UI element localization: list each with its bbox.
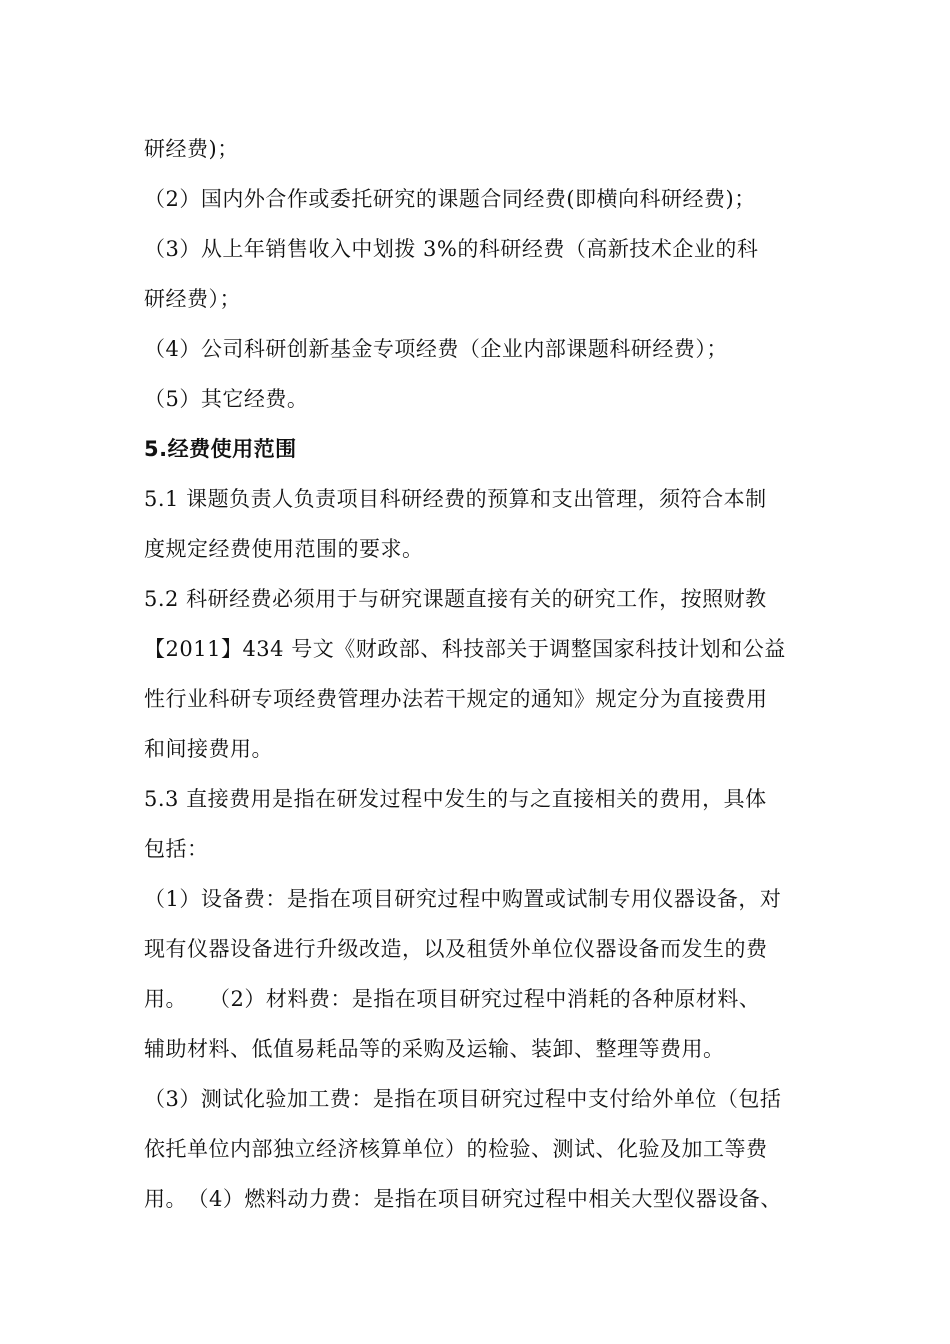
text-line: 用。 （4）燃料动力费：是指在项目研究过程中相关大型仪器设备、 <box>144 1187 782 1211</box>
text-line: 研经费)； <box>144 137 239 161</box>
text-line: （3）测试化验加工费：是指在项目研究过程中支付给外单位（包括 <box>144 1087 782 1111</box>
text-line: 性行业科研专项经费管理办法若干规定的通知》规定分为直接费用 <box>144 687 768 711</box>
text-line: 5.2 科研经费必须用于与研究课题直接有关的研究工作，按照财教 <box>144 587 767 611</box>
text-line: （4）公司科研创新基金专项经费（企业内部课题科研经费）； <box>144 337 728 361</box>
text-line: 用。 （2）材料费：是指在项目研究过程中消耗的各种原材料、 <box>144 987 761 1011</box>
document-body <box>144 124 844 1224</box>
text-line: 包括： <box>144 837 209 861</box>
text-line: （1）设备费：是指在项目研究过程中购置或试制专用仪器设备，对 <box>144 887 782 911</box>
text-line: （2）国内外合作或委托研究的课题合同经费(即横向科研经费)； <box>144 187 756 211</box>
text-line: 辅助材料、低值易耗品等的采购及运输、装卸、整理等费用。 <box>144 1037 725 1061</box>
section-heading: 5.经费使用范围 <box>144 437 297 461</box>
text-line: 依托单位内部独立经济核算单位）的检验、测试、化验及加工等费 <box>144 1137 768 1161</box>
text-line: 现有仪器设备进行升级改造，以及租赁外单位仪器设备而发生的费 <box>144 937 768 961</box>
text-line: （3）从上年销售收入中划拨 3%的科研经费（高新技术企业的科 <box>144 237 759 261</box>
text-line: 5.3 直接费用是指在研发过程中发生的与之直接相关的费用，具体 <box>144 787 767 811</box>
text-line: 【2011】434 号文《财政部、科技部关于调整国家科技计划和公益 <box>144 637 786 661</box>
text-line: 5.1 课题负责人负责项目科研经费的预算和支出管理，须符合本制 <box>144 487 767 511</box>
text-line: 度规定经费使用范围的要求。 <box>144 537 424 561</box>
text-line: （5）其它经费。 <box>144 387 309 411</box>
text-line: 和间接费用。 <box>144 737 273 761</box>
text-line: 研经费）； <box>144 287 241 311</box>
